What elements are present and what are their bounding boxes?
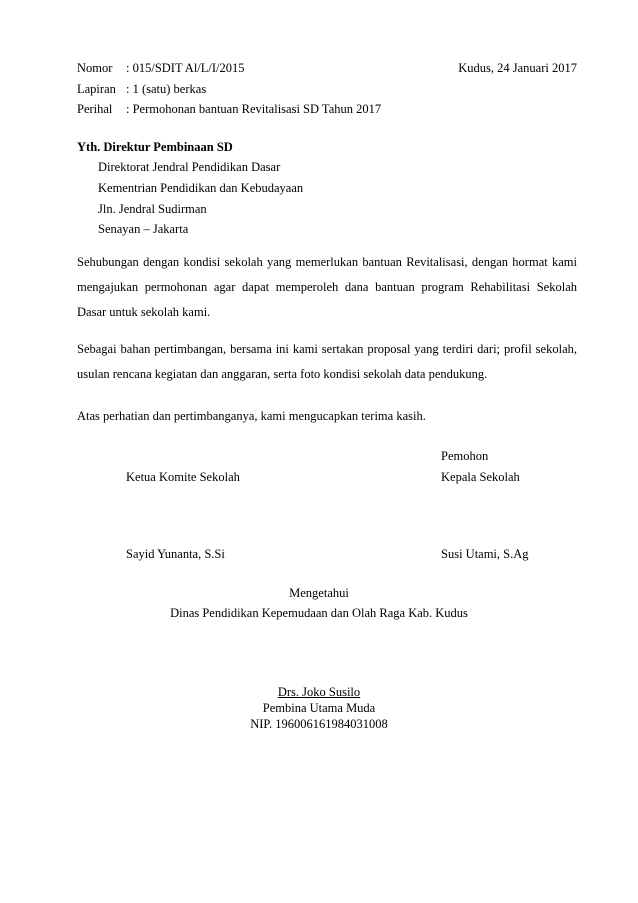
approval-rank: Pembina Utama Muda xyxy=(262,701,376,715)
lampiran-label: Lapiran xyxy=(77,82,116,96)
principal-role: Kepala Sekolah xyxy=(441,470,520,484)
nomor-value: : 015/SDIT Al/L/I/2015 xyxy=(126,61,245,75)
committee-name: Sayid Yunanta, S.Si xyxy=(126,547,225,561)
approval-label: Mengetahui xyxy=(289,586,349,600)
committee-role: Ketua Komite Sekolah xyxy=(126,470,240,484)
body-paragraph-1: Sehubungan dengan kondisi sekolah yang memerlukan bantuan Revitalisasi, dengan hormat kami mengajukan permohonan agar dapat memperoleh dana bantuan program Rehabilitasi Sekolah Dasar untuk sekolah kami. xyxy=(77,255,577,319)
recipient-line: Jln. Jendral Sudirman xyxy=(98,202,207,216)
recipient-line: Senayan – Jakarta xyxy=(98,222,189,236)
recipient-title: Yth. Direktur Pembinaan SD xyxy=(77,140,233,154)
recipient-line: Direktorat Jendral Pendidikan Dasar xyxy=(98,160,281,174)
recipient-line: Kementrian Pendidikan dan Kebudayaan xyxy=(98,181,304,195)
perihal-value: : Permohonan bantuan Revitalisasi SD Tahun 2017 xyxy=(126,102,382,116)
approval-office: Dinas Pendidikan Kepemudaan dan Olah Raga Kab. Kudus xyxy=(170,606,468,620)
nomor-label: Nomor xyxy=(77,61,113,75)
principal-name: Susi Utami, S.Ag xyxy=(441,547,529,561)
body-paragraph-2: Sebagai bahan pertimbangan, bersama ini kami sertakan proposal yang terdiri dari; profil sekolah, usulan rencana kegiatan dan anggaran, serta foto kondisi sekolah data pendukung. xyxy=(77,342,577,381)
lampiran-value: : 1 (satu) berkas xyxy=(126,82,207,96)
applicant-label: Pemohon xyxy=(441,449,489,463)
body-paragraph-3: Atas perhatian dan pertimbanganya, kami mengucapkan terima kasih. xyxy=(77,409,426,423)
place-date: Kudus, 24 Januari 2017 xyxy=(458,61,577,75)
approval-name xyxy=(0,684,638,700)
approval-name-text: Drs. Joko Susilo xyxy=(277,685,361,699)
perihal-label: Perihal xyxy=(77,102,113,116)
approval-nip: NIP. 196006161984031008 xyxy=(250,717,388,731)
